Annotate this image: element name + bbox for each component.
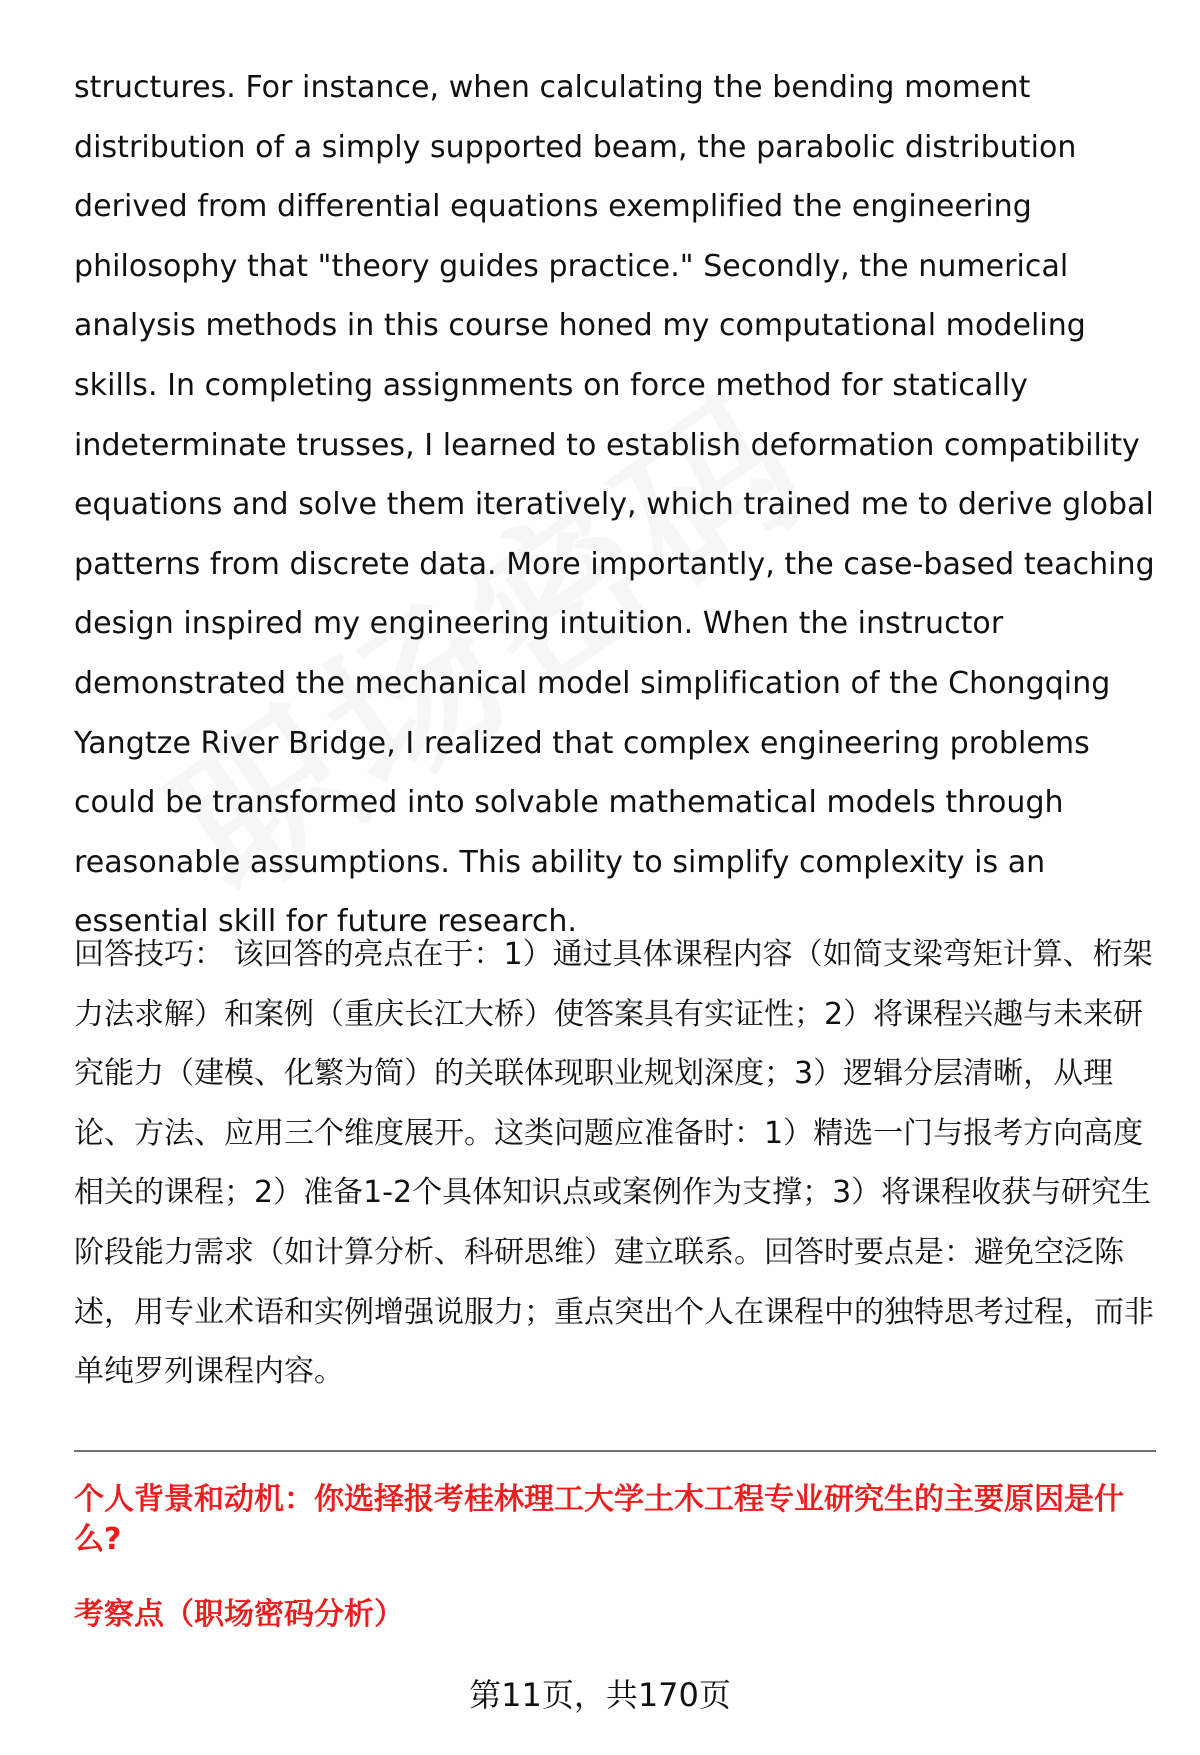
section-divider [74, 1450, 1156, 1452]
page-number: 第11页，共170页 [469, 1676, 731, 1714]
section-label: 考察点（职场密码分析） [74, 1597, 404, 1632]
english-answer-paragraph: structures. For instance, when calculating the bending moment distribution of a simply supported beam, the parabolic distribution derived from differential equations exemplified the engineering philosophy that "theory guides practice." Secondly, the numerical analysis methods in this course honed my computational modeling skills. In completing assignments on force method for statically indeterminate trusses, I learned to establish deformation compatibility equations and solve them iteratively, which trained me to derive global patterns from discrete data. More importantly, the case-based teaching design inspired my engineering intuition. When the instructor demonstrated the mechanical model simplification of the Chongqing Yangtze River Bridge, I realized that complex engineering problems could be transformed into solvable mathematical models through reasonable assumptions. This ability to simplify complexity is an essential skill for future research. [74, 70, 1155, 940]
question-heading: 个人背景和动机：你选择报考桂林理工大学土木工程专业研究生的主要原因是什么? [74, 1482, 1124, 1557]
answer-tips-paragraph: 回答技巧： 该回答的亮点在于：1）通过具体课程内容（如简支梁弯矩计算、桁架力法求解）和案例（重庆长江大桥）使答案具有实证性；2）将课程兴趣与未来研究能力（建模、化繁为简）的关联体现职业规划深度；3）逻辑分层清晰，从理论、方法、应用三个维度展开。这类问题应准备时：1）精选一门与报考方向高度相关的课程；2）准备1-2个具体知识点或案例作为支撑；3）将课程收获与研究生阶段能力需求（如计算分析、科研思维）建立联系。回答时要点是：避免空泛陈述，用专业术语和实例增强说服力；重点突出个人在课程中的独特思考过程，而非单纯罗列课程内容。 [74, 937, 1154, 1390]
